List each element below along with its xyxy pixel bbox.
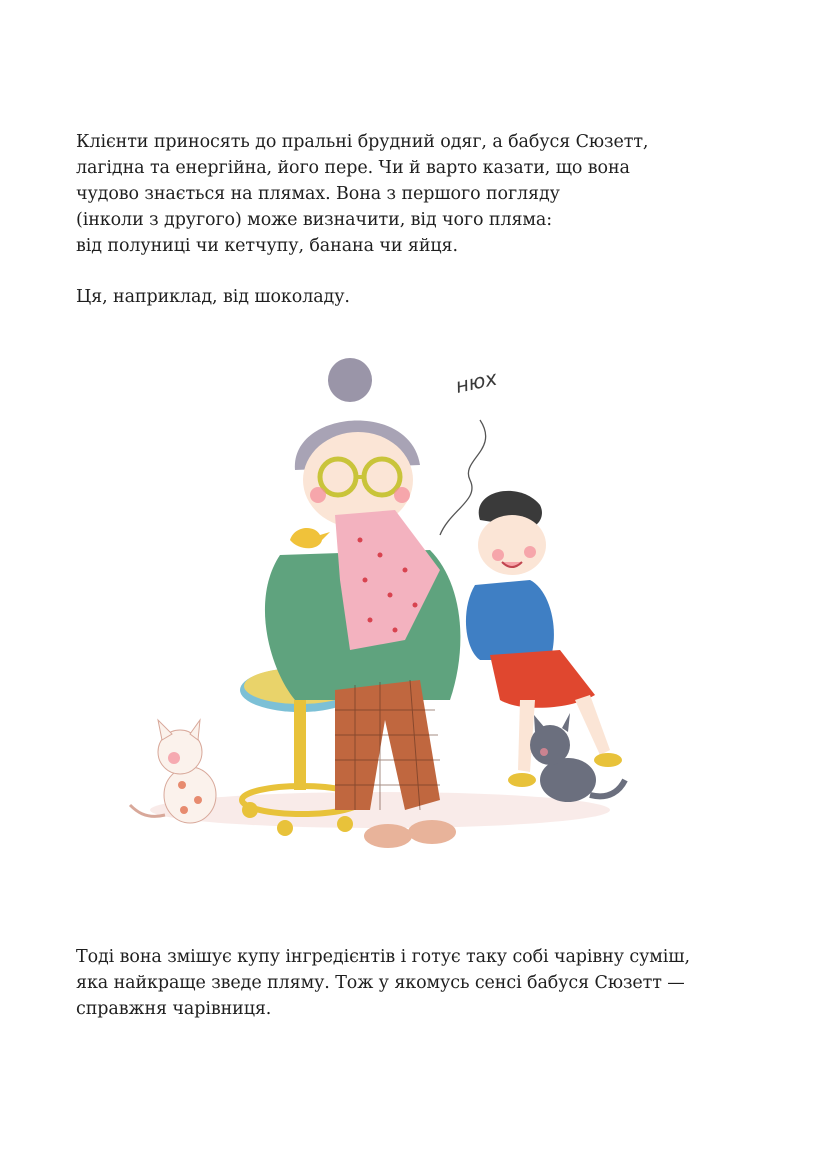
intro-line: від полуниці чи кетчупу, банана чи яйця. — [76, 236, 458, 256]
intro-paragraph — [76, 129, 648, 259]
magic-line: Тоді вона змішує купу інгредієнтів і готує таку собі чарівну суміш, — [76, 947, 690, 967]
bird — [290, 528, 330, 548]
sniff-label: нюх — [453, 365, 500, 398]
example-line: Ця, наприклад, від шоколаду. — [76, 287, 350, 307]
white-cat — [130, 720, 216, 823]
intro-line: чудово знається на плямах. Вона з першого погляду — [76, 184, 560, 204]
intro-line: Клієнти приносять до пральні брудний одяг, а бабуся Сюзетт, — [76, 132, 649, 152]
magic-line: справжня чарівниця. — [76, 999, 272, 1019]
intro-line: (інколи з другого) може визначити, від чого пляма: — [76, 210, 553, 230]
scent-line — [440, 420, 486, 535]
grandma-sniffing-illustration — [120, 340, 680, 880]
magic-line: яка найкраще зведе пляму. Тож у якомусь сенсі бабуся Сюзетт — — [76, 973, 685, 993]
intro-line: лагідна та енергійна, його пере. Чи й варто казати, що вона — [76, 158, 630, 178]
magic-paragraph — [76, 944, 690, 1022]
example-paragraph — [76, 284, 350, 310]
